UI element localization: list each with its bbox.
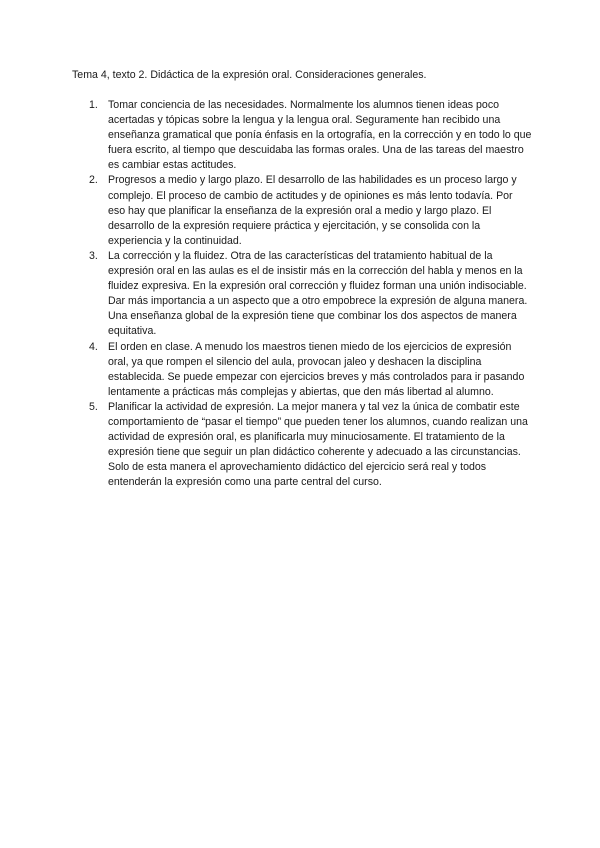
list-item-text: La corrección y la fluidez. Otra de las características del tratamiento habitual de la expresión oral en las aulas es el de insistir más en la corrección del habla y menos en la fluidez expresiva. En la expresión oral corrección y fluidez forman una unión indisociable. Dar más importancia a un aspecto que a otro empobrece la expresión de alguna manera. Una enseñanza global de la expresión tiene que combinar los dos aspectos de manera equitativa. — [108, 249, 528, 338]
list-item-text: Tomar conciencia de las necesidades. Normalmente los alumnos tienen ideas poco acertadas y tópicas sobre la lengua y la lengua oral. Seguramente han recibido una enseñanza gramatical que ponía énfasis en la ortografía, en la corrección y en todo lo que fuera escrito, al tiempo que descuidaba las formas orales. Una de las tareas del maestro es cambiar estas actitudes. — [108, 99, 532, 172]
list-item-text: El orden en clase. A menudo los maestros tienen miedo de los ejercicios de expresión oral, ya que rompen el silencio del aula, provocan jaleo y deshacen la disciplina establecida. Se puede empezar con ejercicios breves y más controlados para ir pasando lentamente a prácticas más complejas y abiertas, que den más libertad al alumno. — [108, 340, 525, 398]
list-item — [72, 173, 532, 248]
document-title: Tema 4, texto 2. Didáctica de la expresión oral. Consideraciones generales. — [72, 69, 427, 81]
list-item — [72, 98, 532, 173]
list-item-text: Planificar la actividad de expresión. La mejor manera y tal vez la única de combatir este comportamiento de “pasar el tiempo” que pueden tener los alumnos, cuando realizan una actividad de expresión oral, es planificarla muy minuciosamente. El tratamiento de la expresión tiene que seguir un plan didáctico coherente y adecuado a las circunstancias. Solo de esta manera el aprovechamiento didáctico del ejercicio será real y todos entenderán la expresión como una parte central del curso. — [108, 400, 528, 489]
list-item — [72, 400, 532, 491]
list-item — [72, 249, 532, 340]
list-item-number: 3. — [89, 249, 98, 262]
list-item-number: 2. — [89, 174, 98, 187]
list-item-text: Progresos a medio y largo plazo. El desarrollo de las habilidades es un proceso largo y complejo. El proceso de cambio de actitudes y de opiniones es más lento todavía. Por eso hay que planificar la enseñanza de la expresión oral a medio y largo plazo. El desarrollo de la expresión requiere práctica y ejercitación, y se consolida con la experiencia y la continuidad. — [108, 174, 517, 247]
numbered-list — [72, 98, 532, 490]
list-item — [72, 340, 532, 400]
list-item-number: 5. — [89, 400, 98, 413]
list-item-number: 4. — [89, 340, 98, 353]
list-item-number: 1. — [89, 99, 98, 111]
